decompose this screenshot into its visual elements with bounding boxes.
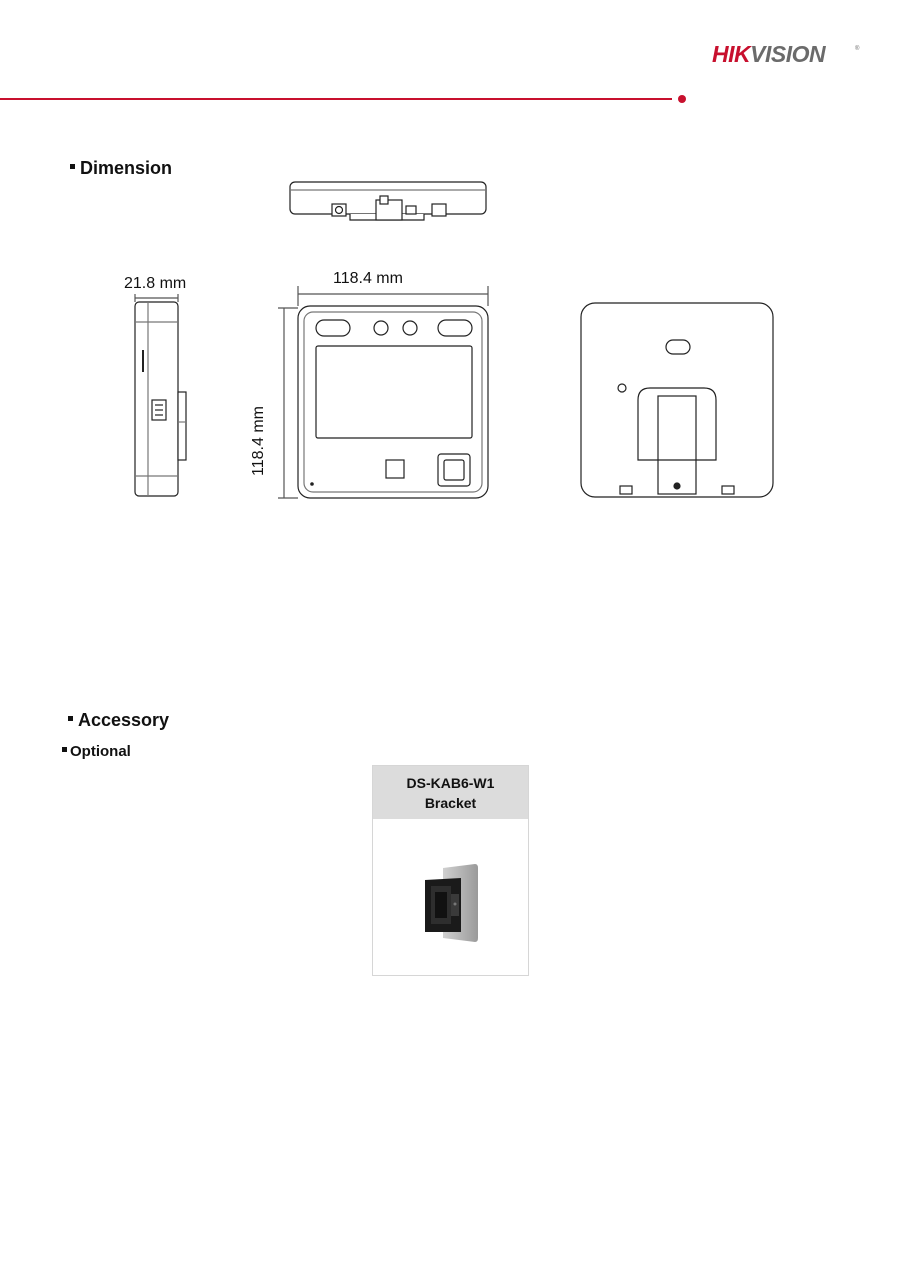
front-view-drawing [276,284,496,506]
accessory-card [372,765,529,976]
header-rule-dot [678,95,686,103]
bullet-icon [62,747,67,752]
width-label: 118.4 mm [333,270,403,287]
height-label: 118.4 mm [249,406,267,476]
accessory-model: DS-KAB6-W1 [406,774,495,791]
svg-text:®: ® [855,46,860,52]
svg-text:HIKVISION: HIKVISION [712,41,826,67]
section-title-accessory: Accessory [68,710,169,731]
header-rule [0,98,672,100]
bullet-icon [68,716,73,721]
accessory-card-header [373,766,528,819]
accessory-name: Bracket [424,794,477,811]
section-title-dimension: Dimension [70,158,172,179]
hikvision-logo [712,40,862,70]
back-view-drawing [578,300,778,502]
bracket-photo [373,820,528,975]
bullet-icon [70,164,75,169]
optional-label: Optional [62,743,131,760]
side-view-drawing [128,292,188,504]
depth-label: 21.8 mm [124,275,187,292]
top-view-drawing [288,178,488,230]
